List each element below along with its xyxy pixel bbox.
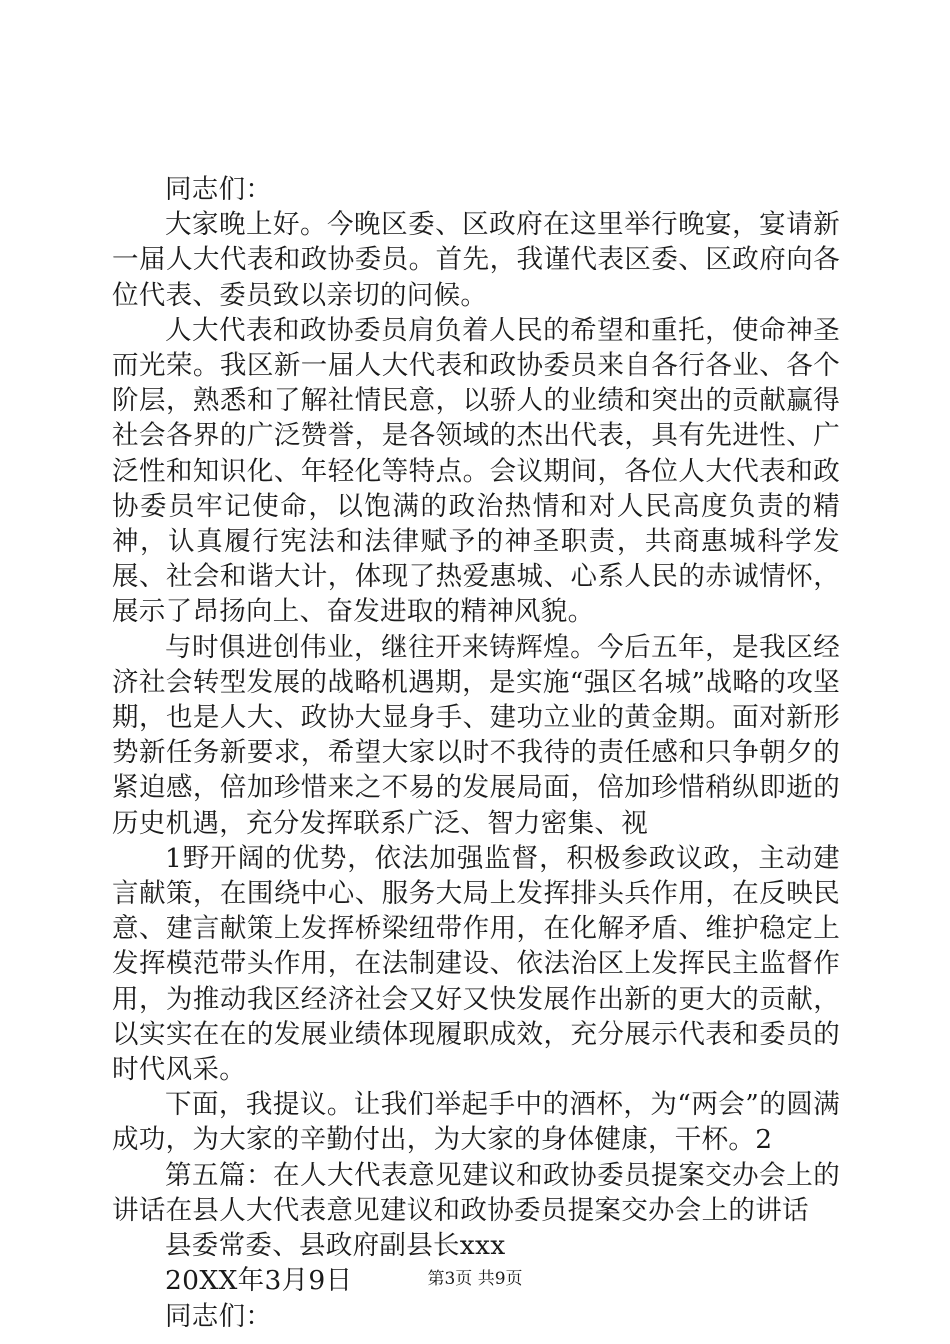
section-heading: 第五篇：在人大代表意见建议和政协委员提案交办会上的讲话在县人大代表意见建议和政协委员提案交办会上的讲话 xyxy=(112,1159,840,1226)
document-body xyxy=(112,172,840,1334)
paragraph-representatives: 人大代表和政协委员肩负着人民的希望和重托，使命神圣而光荣。我区新一届人大代表和政协委员来自各行各业、各个阶层，熟悉和了解社情民意，以骄人的业绩和突出的贡献赢得社会各界的广泛赞誉，是各领域的杰出代表，具有先进性、广泛性和知识化、年轻化等特点。会议期间，各位人大代表和政协委员牢记使命，以饱满的政治热情和对人民高度负责的精神，认真履行宪法和法律赋予的神圣职责，共商惠城科学发展、社会和谐大计，体现了热爱惠城、心系人民的赤诚情怀，展示了昂扬向上、奋发进取的精神风貌。 xyxy=(112,314,840,628)
paragraph-greeting: 大家晚上好。今晚区委、区政府在这里举行晚宴，宴请新一届人大代表和政协委员。首先，我谨代表区委、区政府向各位代表、委员致以亲切的问候。 xyxy=(112,209,840,311)
paragraph-future: 与时俱进创伟业，继往开来铸辉煌。今后五年，是我区经济社会转型发展的战略机遇期，是实施“强区名城”战略的攻坚期，也是人大、政协大显身手、建功立业的黄金期。面对新形势新任务新要求，希望大家以时不我待的责任感和只争朝夕的紧迫感，倍加珍惜来之不易的发展局面，倍加珍惜稍纵即逝的历史机遇，充分发挥联系广泛、智力密集、视 xyxy=(112,631,840,839)
paragraph-toast: 下面，我提议。让我们举起手中的酒杯，为“两会”的圆满成功，为大家的辛勤付出，为大家的身体健康，干杯。2 xyxy=(112,1089,840,1156)
page-footer: 第3页 共9页 xyxy=(427,1269,523,1289)
salutation: 同志们： xyxy=(165,174,273,205)
date-line: 20XX年3月9日 xyxy=(165,1265,353,1297)
speaker-line: 县委常委、县政府副县长xxx xyxy=(165,1230,506,1262)
salutation-second: 同志们： xyxy=(165,1300,273,1332)
paragraph-advantages: 1野开阔的优势，依法加强监督，积极参政议政，主动建言献策，在围绕中心、服务大局上发挥排头兵作用，在反映民意、建言献策上发挥桥梁纽带作用，在化解矛盾、维护稳定上发挥模范带头作用，在法制建设、依法治区上发挥民主监督作用，为推动我区经济社会又好又快发展作出新的更大的贡献，以实实在在的发展业绩体现履职成效，充分展示代表和委员的时代风采。 xyxy=(112,842,840,1086)
